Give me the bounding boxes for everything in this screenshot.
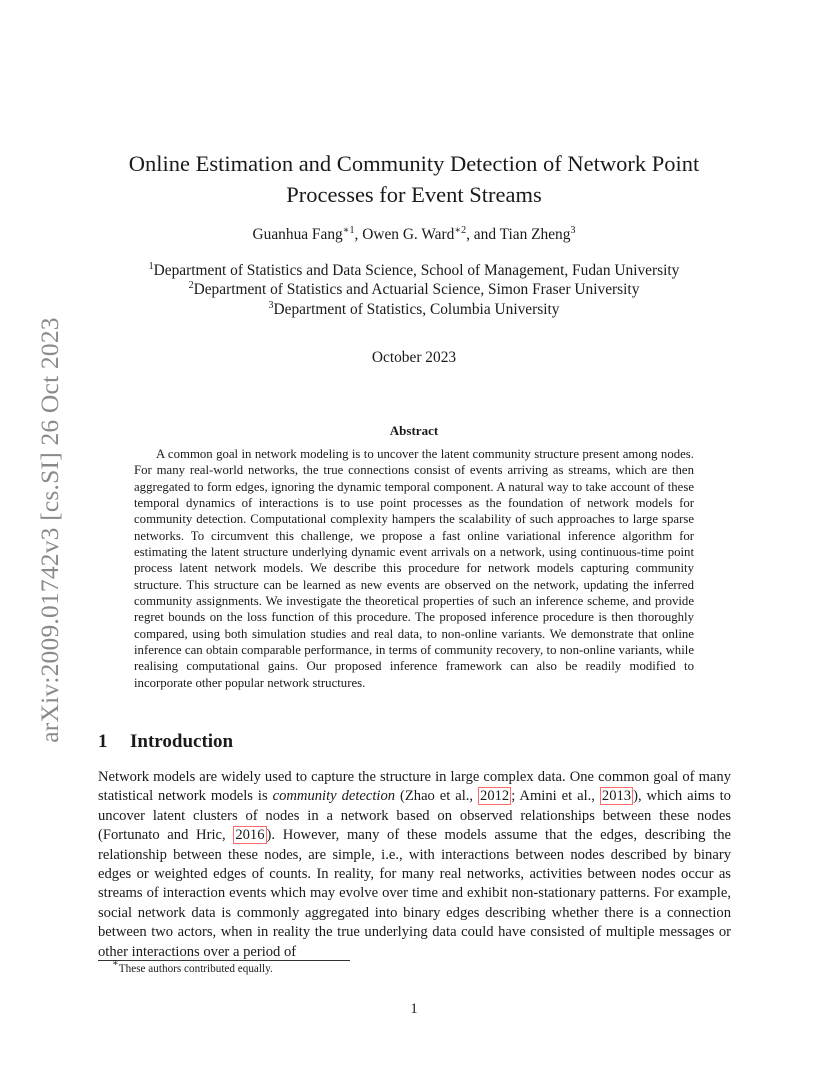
affiliation-line bbox=[0, 280, 828, 299]
author-affiliation-mark: ∗2 bbox=[454, 225, 467, 236]
abstract-heading: Abstract bbox=[389, 423, 439, 438]
intro-text: ). However, many of these models assume that the edges, describing the relationship between these nodes, are simple, i.e., with interactions between nodes described by binary edges or weighted edges of counts. In reality, for many real networks, activities between nodes occur as streams of interaction events which may evolve over time and exhibit non-stationary patterns. For example, social network data is commonly aggregated into binary edges describing whether there is a connection between two actors, when in reality the true underlying data could have consisted of multiple messages or other interactions over a period of bbox=[98, 827, 731, 960]
author-name: Guanhua Fang bbox=[252, 226, 343, 243]
author-affiliation-mark: ∗1 bbox=[342, 225, 355, 236]
intro-text: ; Amini et al., bbox=[511, 788, 600, 805]
section-title: Introduction bbox=[130, 731, 234, 752]
page-number: 1 bbox=[410, 1001, 418, 1017]
citation-link[interactable]: 2012 bbox=[480, 788, 510, 805]
author-name: Owen G. Ward bbox=[362, 226, 455, 243]
author-separator: , bbox=[354, 226, 363, 243]
intro-text: (Zhao et al., bbox=[395, 788, 479, 805]
abstract-text: A common goal in network modeling is to uncover the latent community structure present among nodes. For many real-world networks, the true connections consist of events arriving as streams, which are then aggregated to form edges, ignoring the dynamic temporal component. A natural way to take account of these temporal dynamics of interactions is to use point processes as the foundation of network models for community detection. Computational complexity hampers the scalability of such approaches to large sparse networks. To circumvent this challenge, we propose a fast online variational inference algorithm for estimating the latent structure underlying dynamic event arrivals on a network, using continuous-time point process latent network models. We describe this procedure for network models capturing community structure. This structure can be learned as new events are observed on the network, updating the inferred community assignments. We investigate the theoretical properties of such an inference scheme, and provide regret bounds on the loss function of this procedure. The proposed inference procedure is then thoroughly compared, using both simulation studies and real data, to non-online variants. We demonstrate that online inference can obtain comparable performance, in terms of community recovery, to non-online variants, while realising computational gains. Our proposed inference framework can also be readily modified to incorporate other popular network structures. bbox=[134, 447, 694, 690]
affiliation-text: Department of Statistics, Columbia University bbox=[273, 300, 560, 318]
intro-paragraph bbox=[98, 768, 731, 962]
footnote-mark: ∗ bbox=[112, 958, 119, 969]
affiliation-number: 3 bbox=[268, 299, 274, 311]
affiliation-text: Department of Statistics and Actuarial Science, Simon Fraser University bbox=[193, 281, 640, 299]
affiliation-list bbox=[0, 261, 828, 319]
author-list bbox=[0, 226, 828, 244]
affiliation-text: Department of Statistics and Data Science, School of Management, Fudan University bbox=[153, 262, 680, 279]
intro-text: Network models are widely used to capture the structure in large complex data. One common goal of many statistical network models is bbox=[98, 769, 731, 805]
section-number: 1 bbox=[98, 731, 108, 752]
affiliation-number: 1 bbox=[148, 261, 154, 272]
title-line-2: Processes for Event Streams bbox=[286, 182, 542, 207]
paper-title bbox=[0, 148, 828, 210]
author-affiliation-mark: 3 bbox=[570, 225, 576, 236]
publication-date: October 2023 bbox=[371, 349, 457, 366]
footnote bbox=[112, 958, 273, 975]
footnote-divider bbox=[98, 960, 350, 961]
intro-text: ), which aims to uncover latent clusters of nodes in a network based on observed relationships between these nodes (Fortunato and Hric, bbox=[98, 788, 731, 844]
author-name: Tian Zheng bbox=[499, 226, 571, 243]
citation-link[interactable]: 2013 bbox=[601, 788, 632, 805]
section-heading bbox=[98, 731, 233, 753]
title-line-1: Online Estimation and Community Detection of Network Point bbox=[128, 151, 700, 176]
intro-emphasis: community detection bbox=[272, 788, 396, 805]
citation-link[interactable]: 2016 bbox=[235, 827, 265, 844]
author-separator: , and bbox=[466, 226, 500, 243]
affiliation-line bbox=[0, 261, 828, 280]
affiliation-number: 2 bbox=[188, 280, 194, 292]
arxiv-identifier-stamp: arXiv:2009.01742v3 [cs.SI] 26 Oct 2023 bbox=[35, 317, 64, 743]
affiliation-line bbox=[0, 300, 828, 319]
footnote-text: These authors contributed equally. bbox=[118, 963, 273, 975]
